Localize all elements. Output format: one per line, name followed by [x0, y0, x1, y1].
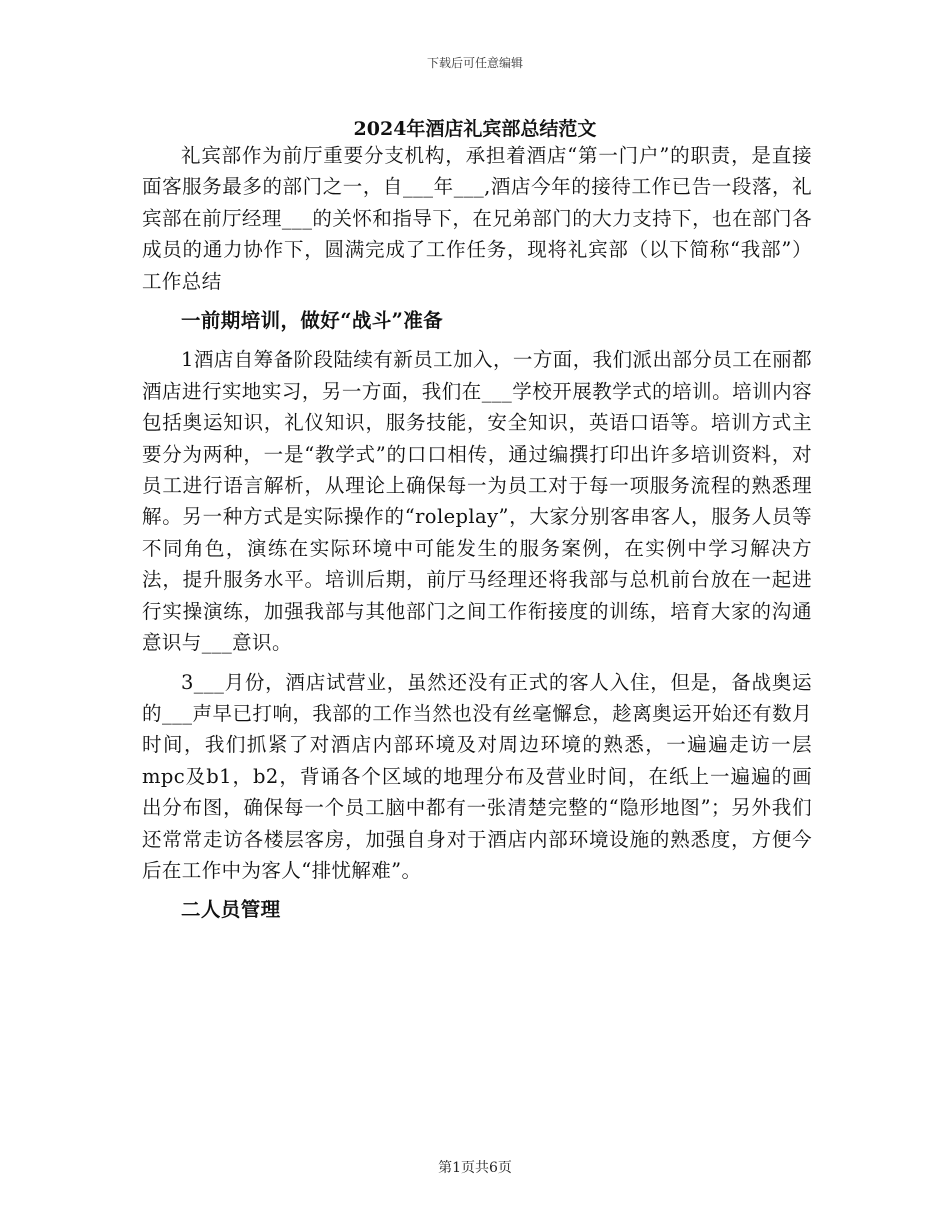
document-body	[142, 140, 812, 926]
document-title: 2024年酒店礼宾部总结范文	[353, 118, 597, 140]
spacer	[142, 886, 812, 894]
spacer	[142, 336, 812, 344]
spacer	[142, 659, 812, 667]
spacer	[142, 297, 812, 305]
section-1-paragraph-2: 3___月份，酒店试营业，虽然还没有正式的客人入住，但是，备战奥运的___声早已打响，我部的工作当然也没有丝毫懈怠，趁离奥运开始还有数月时间，我们抓紧了对酒店内部环境及对周边环境的熟悉，一遍遍走访一层mpc及b1，b2，背诵各个区域的地理分布及营业时间，在纸上一遍遍的画出分布图，确保每一个员工脑中都有一张清楚完整的“隐形地图”；另外我们还常常走访各楼层客房，加强自身对于酒店内部环境设施的熟悉度，方便今后在工作中为客人“排忧解难”。	[142, 670, 812, 882]
page-number-footer: 第1页共6页	[438, 1160, 512, 1176]
intro-paragraph: 礼宾部作为前厅重要分支机构，承担着酒店“第一门户”的职责，是直接面客服务最多的部门之一，自___年___,酒店今年的接待工作已告一段落，礼宾部在前厅经理___的关怀和指导下，在兄弟部门的大力支持下，也在部门各成员的通力协作下，圆满完成了工作任务，现将礼宾部（以下简称“我部”）工作总结	[142, 144, 812, 293]
section-1-paragraph-1: 1酒店自筹备阶段陆续有新员工加入，一方面，我们派出部分员工在丽都酒店进行实地实习，另一方面，我们在___学校开展教学式的培训。培训内容包括奥运知识，礼仪知识，服务技能，安全知识，英语口语等。培训方式主要分为两种，一是“教学式”的口口相传，通过编撰打印出许多培训资料，对员工进行语言解析，从理论上确保每一为员工对于每一项服务流程的熟悉理解。另一种方式是实际操作的“roleplay”，大家分别客串客人，服务人员等不同角色，演练在实际环境中可能发生的服务案例，在实例中学习解决方法，提升服务水平。培训后期，前厅马经理还将我部与总机前台放在一起进行实操演练，加强我部与其他部门之间工作衔接度的训练，培育大家的沟通意识与___意识。	[142, 348, 812, 655]
section-2-heading: 二人员管理	[181, 898, 281, 922]
page-header-note: 下载后可任意编辑	[426, 56, 523, 70]
section-1-heading: 一前期培训，做好“战斗”准备	[181, 309, 444, 333]
